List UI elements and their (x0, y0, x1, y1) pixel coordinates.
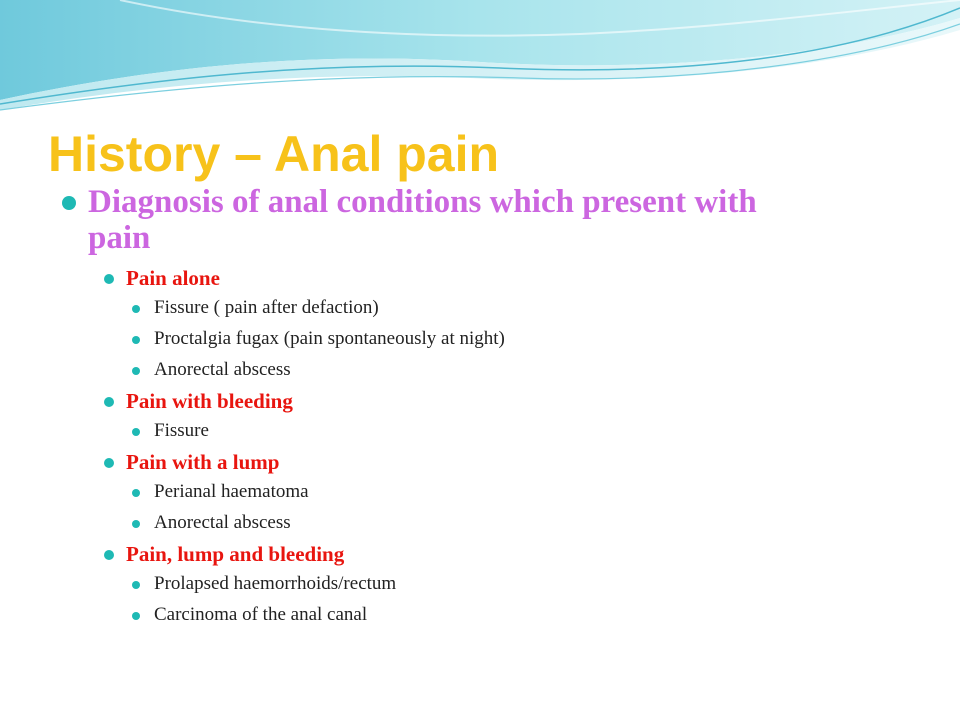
list-item-text: Fissure ( pain after defaction) (154, 297, 379, 318)
main-point-text: Diagnosis of anal conditions which present with pain (88, 184, 757, 256)
main-point (62, 184, 808, 256)
bullet-dot-icon (104, 550, 114, 560)
list-item (130, 325, 942, 356)
list-item (130, 601, 942, 632)
bullet-dot-icon (132, 489, 140, 497)
bullet-dot-icon (132, 428, 140, 436)
list-item-text: Carcinoma of the anal canal (154, 604, 368, 625)
list-item-text: Prolapsed haemorrhoids/rectum (154, 573, 397, 594)
header-wave-decoration (0, 0, 960, 130)
bullet-dot-icon (132, 520, 140, 528)
bullet-dot-icon (132, 336, 140, 344)
bullet-dot-icon (132, 305, 140, 313)
group-heading (102, 387, 942, 417)
list-item-text: Anorectal abscess (154, 359, 291, 380)
list-item (130, 417, 942, 448)
bullet-dot-icon (132, 581, 140, 589)
list-item-text: Anorectal abscess (154, 512, 291, 533)
list-item-text: Perianal haematoma (154, 481, 309, 502)
bullet-dot-icon (104, 397, 114, 407)
bullet-dot-icon (104, 458, 114, 468)
bullet-dot-icon (132, 367, 140, 375)
slide-content (62, 184, 942, 632)
group-heading (102, 264, 942, 294)
slide-title: History – Anal pain (48, 126, 500, 182)
bullet-dot-icon (132, 612, 140, 620)
list-item-text: Proctalgia fugax (pain spontaneously at night) (154, 328, 505, 349)
list-item-text: Fissure (154, 420, 209, 441)
group-heading (102, 540, 942, 570)
list-item (130, 294, 942, 325)
bullet-dot-icon (104, 274, 114, 284)
list-item (130, 509, 942, 540)
group-heading-text: Pain, lump and bleeding (126, 542, 345, 566)
list-item (130, 478, 942, 509)
group-heading-text: Pain alone (126, 266, 220, 290)
group-heading-text: Pain with a lump (126, 450, 280, 474)
bullet-dot-icon (62, 196, 76, 210)
list-item (130, 356, 942, 387)
list-item (130, 570, 942, 601)
group-heading (102, 448, 942, 478)
group-heading-text: Pain with bleeding (126, 389, 293, 413)
